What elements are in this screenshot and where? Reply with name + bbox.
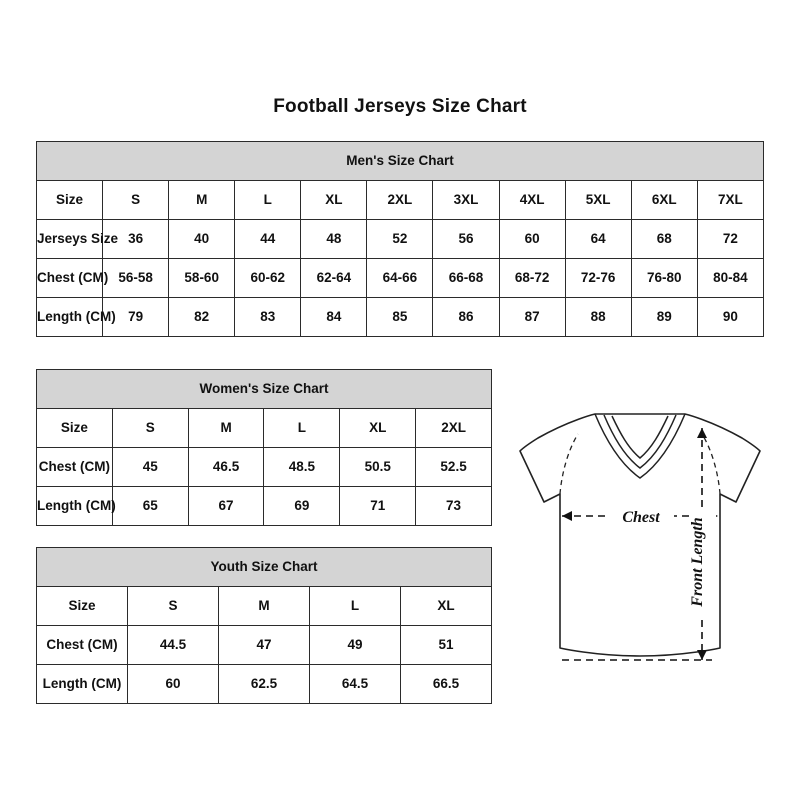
table-cell: 72-76 <box>565 259 631 298</box>
table-cell: 64 <box>565 220 631 259</box>
neckline-icon <box>595 414 685 478</box>
table-row <box>37 448 492 487</box>
table-cell: 2XL <box>367 181 433 220</box>
table-cell: 36 <box>103 220 169 259</box>
table-cell: 62-64 <box>301 259 367 298</box>
row-label: Size <box>37 181 103 220</box>
table-cell: 2XL <box>416 409 492 448</box>
table-cell: 4XL <box>499 181 565 220</box>
youth-table-heading: Youth Size Chart <box>37 548 492 587</box>
womens-size-chart-section <box>36 369 492 526</box>
row-label: Chest (CM) <box>37 259 103 298</box>
row-label: Size <box>37 409 113 448</box>
table-cell: S <box>112 409 188 448</box>
table-cell: 3XL <box>433 181 499 220</box>
table-cell: L <box>264 409 340 448</box>
table-cell: M <box>219 587 310 626</box>
sleeve-seam-icon <box>560 434 720 494</box>
table-cell: 86 <box>433 298 499 337</box>
womens-size-table <box>36 369 492 526</box>
table-row <box>37 487 492 526</box>
table-cell: 60 <box>499 220 565 259</box>
table-cell: XL <box>340 409 416 448</box>
table-cell: 58-60 <box>169 259 235 298</box>
row-label: Length (CM) <box>37 298 103 337</box>
table-cell: 46.5 <box>188 448 264 487</box>
table-cell: 48.5 <box>264 448 340 487</box>
table-cell: M <box>169 181 235 220</box>
table-cell: 87 <box>499 298 565 337</box>
row-label: Size <box>37 587 128 626</box>
table-cell: 68 <box>631 220 697 259</box>
table-cell: 7XL <box>697 181 763 220</box>
table-cell: 84 <box>301 298 367 337</box>
table-cell: 66.5 <box>401 665 492 704</box>
row-label: Chest (CM) <box>37 448 113 487</box>
table-cell: 64-66 <box>367 259 433 298</box>
table-row <box>37 587 492 626</box>
table-row <box>37 409 492 448</box>
table-cell: 44 <box>235 220 301 259</box>
table-row <box>37 181 764 220</box>
table-cell: 65 <box>112 487 188 526</box>
shirt-outline-icon <box>520 414 760 656</box>
page-title: Football Jerseys Size Chart <box>273 96 527 117</box>
row-label: Chest (CM) <box>37 626 128 665</box>
table-cell: 67 <box>188 487 264 526</box>
chest-label: Chest <box>622 509 660 526</box>
table-cell: 49 <box>310 626 401 665</box>
table-header-row <box>37 548 492 587</box>
table-row <box>37 259 764 298</box>
table-row <box>37 665 492 704</box>
table-cell: 45 <box>112 448 188 487</box>
table-cell: 90 <box>697 298 763 337</box>
table-cell: 69 <box>264 487 340 526</box>
table-cell: XL <box>301 181 367 220</box>
table-cell: 52.5 <box>416 448 492 487</box>
womens-table-heading: Women's Size Chart <box>37 370 492 409</box>
table-cell: 66-68 <box>433 259 499 298</box>
table-cell: 89 <box>631 298 697 337</box>
table-cell: XL <box>401 587 492 626</box>
table-cell: 51 <box>401 626 492 665</box>
table-cell: 6XL <box>631 181 697 220</box>
table-cell: 80-84 <box>697 259 763 298</box>
table-cell: 60-62 <box>235 259 301 298</box>
table-cell: 72 <box>697 220 763 259</box>
table-cell: 52 <box>367 220 433 259</box>
table-cell: 47 <box>219 626 310 665</box>
row-label: Length (CM) <box>37 487 113 526</box>
mens-size-chart-section <box>36 141 764 337</box>
table-cell: 48 <box>301 220 367 259</box>
table-cell: 44.5 <box>128 626 219 665</box>
table-cell: 85 <box>367 298 433 337</box>
table-cell: 79 <box>103 298 169 337</box>
mens-table-heading: Men's Size Chart <box>37 142 764 181</box>
table-cell: 82 <box>169 298 235 337</box>
table-cell: 83 <box>235 298 301 337</box>
table-cell: 73 <box>416 487 492 526</box>
table-cell: L <box>310 587 401 626</box>
mens-size-table <box>36 141 764 337</box>
table-cell: 71 <box>340 487 416 526</box>
table-cell: 64.5 <box>310 665 401 704</box>
table-cell: 56-58 <box>103 259 169 298</box>
table-cell: L <box>235 181 301 220</box>
table-row <box>37 626 492 665</box>
row-label: Length (CM) <box>37 665 128 704</box>
row-label: Jerseys Size <box>37 220 103 259</box>
table-cell: 62.5 <box>219 665 310 704</box>
table-cell: S <box>128 587 219 626</box>
table-header-row <box>37 370 492 409</box>
youth-size-table <box>36 547 492 704</box>
table-cell: 50.5 <box>340 448 416 487</box>
table-cell: 56 <box>433 220 499 259</box>
table-cell: 88 <box>565 298 631 337</box>
table-cell: 5XL <box>565 181 631 220</box>
table-row <box>37 220 764 259</box>
table-cell: 76-80 <box>631 259 697 298</box>
table-cell: M <box>188 409 264 448</box>
t-shirt-measurement-diagram <box>500 398 780 698</box>
table-cell: S <box>103 181 169 220</box>
table-header-row <box>37 142 764 181</box>
front-length-label: Front Length <box>689 517 706 607</box>
table-cell: 40 <box>169 220 235 259</box>
youth-size-chart-section <box>36 547 492 704</box>
table-cell: 68-72 <box>499 259 565 298</box>
table-cell: 60 <box>128 665 219 704</box>
table-row <box>37 298 764 337</box>
